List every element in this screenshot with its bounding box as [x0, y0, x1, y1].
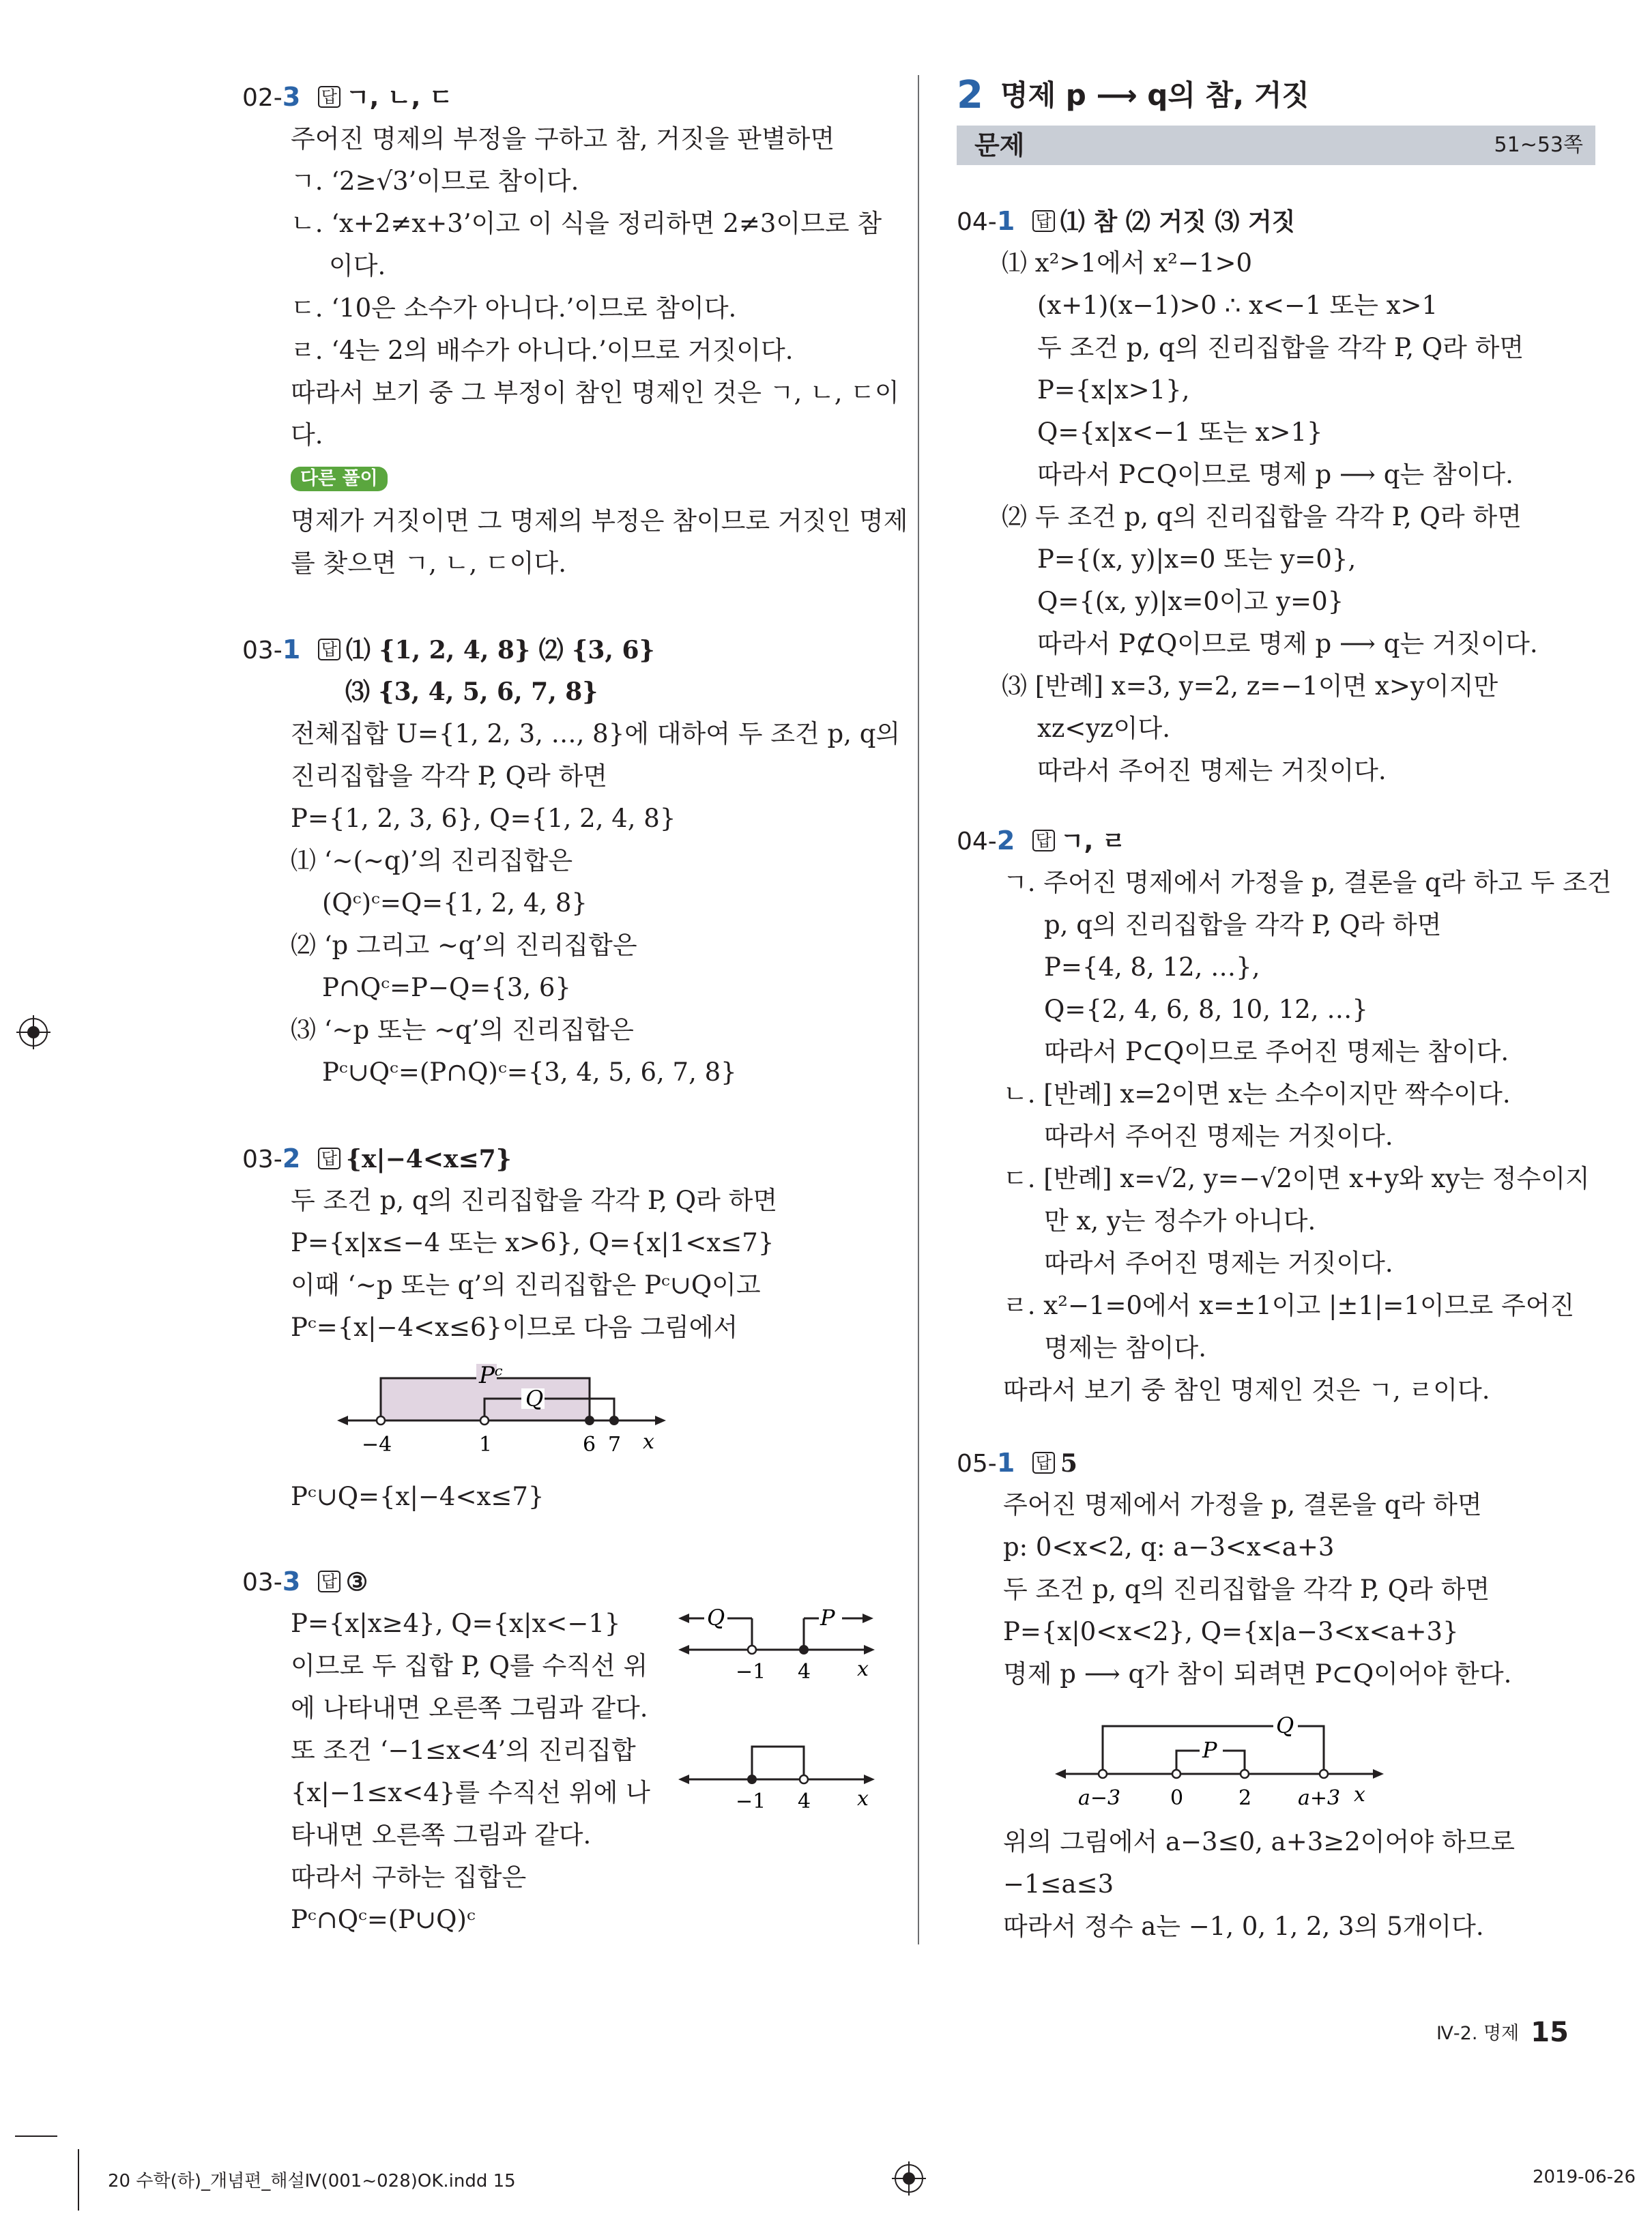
- text-line: P={(x, y)|x=0 또는 y=0},: [1037, 544, 1357, 574]
- answer-text: ③: [345, 1568, 368, 1597]
- problem-label-num: 1: [996, 1448, 1015, 1478]
- problem-label-num: 2: [282, 1143, 301, 1173]
- text-line: 따라서 P⊂Q이므로 주어진 명제는 참이다.: [1044, 1037, 1509, 1066]
- answer-text: ㄱ, ㄹ: [1060, 828, 1126, 856]
- q-label: Q: [525, 1386, 544, 1412]
- text-line: ㄱ. 주어진 명제에서 가정을 p, 결론을 q라 하고 두 조건: [1003, 868, 1612, 897]
- tick-label: 4: [798, 1790, 811, 1813]
- answer-text: 5: [1060, 1449, 1077, 1478]
- text-line: P={x|x≥4}, Q={x|x<−1}: [291, 1609, 621, 1638]
- problem-05-1-header: [957, 1446, 1077, 1481]
- text-line: 두 조건 p, q의 진리집합을 각각 P, Q라 하면: [291, 1186, 778, 1215]
- answer-text: ㄱ, ㄴ, ㄷ: [345, 84, 453, 112]
- axis-arrow-right: [655, 1416, 666, 1425]
- q-label: Q: [1276, 1712, 1294, 1738]
- text-line: 따라서 정수 a는 −1, 0, 1, 2, 3의 5개이다.: [1003, 1912, 1484, 1941]
- problem-label-num: 3: [282, 82, 301, 112]
- text-line: Q={(x, y)|x=0이고 y=0}: [1037, 587, 1344, 616]
- footer-date: 2019-06-26: [1533, 2167, 1636, 2187]
- text-line: 진리집합을 각각 P, Q라 하면: [291, 761, 607, 791]
- text-line: 따라서 보기 중 그 부정이 참인 명제인 것은 ㄱ, ㄴ, ㄷ이: [291, 378, 899, 407]
- text-line: ㄹ. ‘4는 2의 배수가 아니다.’이므로 거짓이다.: [291, 336, 794, 365]
- open-point: [748, 1646, 756, 1654]
- text-line: 따라서 주어진 명제는 거짓이다.: [1044, 1249, 1393, 1278]
- problem-04-1-header: [957, 205, 1295, 239]
- number-line-figure-03-2: [328, 1354, 669, 1463]
- text-line: Pᶜ={x|−4<x≤6}이므로 다음 그림에서: [291, 1313, 738, 1342]
- tick-label: 6: [583, 1433, 596, 1457]
- chapter-label: Ⅳ-2. 명제: [1436, 2023, 1520, 2044]
- axis-arrow-left: [337, 1416, 348, 1425]
- axis-arrow-left: [678, 1645, 689, 1654]
- problem-label-num: 2: [996, 826, 1015, 856]
- text-line: ⑶ [반례] x=3, y=2, z=−1이면 x>y이지만: [1002, 671, 1498, 701]
- text-line: 위의 그림에서 a−3≤0, a+3≥2이어야 하므로: [1003, 1827, 1515, 1856]
- open-point: [377, 1416, 385, 1425]
- answer-text: ⑴ 참 ⑵ 거짓 ⑶ 거짓: [1060, 208, 1296, 236]
- text-line: p: 0<x<2, q: a−3<x<a+3: [1003, 1532, 1335, 1562]
- problem-03-1-header: [242, 633, 655, 667]
- answer-tag: 답: [318, 639, 340, 660]
- text-line: P∩Qᶜ=P−Q={3, 6}: [322, 973, 571, 1002]
- axis-label: x: [857, 1657, 869, 1681]
- text-line: P={x|x>1},: [1037, 375, 1190, 405]
- problem-bar: [957, 126, 1595, 165]
- axis-label: x: [1354, 1783, 1365, 1807]
- closed-point: [609, 1416, 619, 1425]
- text-line: −1≤a≤3: [1003, 1869, 1114, 1899]
- text-line: 를 찾으면 ㄱ, ㄴ, ㄷ이다.: [291, 549, 567, 578]
- text-line: 전체집합 U={1, 2, 3, …, 8}에 대하여 두 조건 p, q의: [291, 719, 901, 748]
- text-line: Q={x|x<−1 또는 x>1}: [1037, 418, 1323, 447]
- problem-label-prefix: 05-: [957, 1450, 997, 1478]
- text-line: 따라서 구하는 집합은: [291, 1863, 527, 1892]
- q-label: Q: [707, 1605, 725, 1631]
- axis-arrow-left: [1055, 1769, 1066, 1779]
- text-line: 따라서 주어진 명제는 거짓이다.: [1044, 1122, 1393, 1151]
- text-line: Q={2, 4, 6, 8, 10, 12, …}: [1044, 995, 1368, 1024]
- answer-tag: 답: [1032, 830, 1055, 851]
- text-line: 이다.: [329, 251, 386, 280]
- problem-04-2-header: [957, 824, 1126, 858]
- answer-text: ⑴ {1, 2, 4, 8} ⑵ {3, 6}: [345, 636, 655, 665]
- text-line: 주어진 명제에서 가정을 p, 결론을 q라 하면: [1003, 1490, 1482, 1519]
- problem-03-2-header: [242, 1142, 512, 1176]
- tick-label: −4: [362, 1433, 392, 1457]
- answer-tag: 답: [318, 86, 340, 108]
- open-point: [480, 1416, 489, 1425]
- text-line: ㄷ. [반례] x=√2, y=−√2이면 x+y와 xy는 정수이지: [1003, 1164, 1590, 1193]
- text-line: ⑴ ‘~(~q)’의 진리집합은: [291, 846, 573, 875]
- q-ray-arrow: [678, 1614, 689, 1623]
- problem-label-prefix: 03-: [242, 1569, 282, 1597]
- axis-arrow-right: [864, 1775, 875, 1784]
- text-line: Pᶜ∪Q={x|−4<x≤7}: [291, 1482, 545, 1511]
- text-line: 명제 p ⟶ q가 참이 되려면 P⊂Q이어야 한다.: [1003, 1659, 1512, 1689]
- text-line: ⑵ 두 조건 p, q의 진리집합을 각각 P, Q라 하면: [1002, 502, 1522, 531]
- answer-tag: 답: [1032, 210, 1055, 232]
- text-line: 따라서 보기 중 참인 명제인 것은 ㄱ, ㄹ이다.: [1003, 1375, 1490, 1405]
- tick-label: 2: [1238, 1786, 1252, 1810]
- page-footer: [1436, 2017, 1569, 2048]
- text-line: Pᶜ∪Qᶜ=(P∩Q)ᶜ={3, 4, 5, 6, 7, 8}: [322, 1058, 737, 1087]
- text-line: 따라서 P⊄Q이므로 명제 p ⟶ q는 거짓이다.: [1037, 629, 1538, 658]
- text-line: P={4, 8, 12, …},: [1044, 952, 1260, 982]
- problem-label-num: 1: [996, 206, 1015, 236]
- text-line: 주어진 명제의 부정을 구하고 참, 거짓을 판별하면: [291, 124, 835, 154]
- text-line: 따라서 주어진 명제는 거짓이다.: [1037, 756, 1387, 785]
- text-line: P={x|0<x<2}, Q={x|a−3<x<a+3}: [1003, 1617, 1459, 1646]
- open-point: [1320, 1770, 1328, 1778]
- text-line: p, q의 진리집합을 각각 P, Q라 하면: [1044, 910, 1442, 939]
- registration-mark-icon: [15, 1014, 52, 1051]
- problem-label-num: 1: [282, 635, 301, 665]
- bar-label: 문제: [974, 130, 1025, 160]
- text-line: 에 나타내면 오른쪽 그림과 같다.: [291, 1693, 648, 1723]
- text-line: ㄴ. ‘x+2≠x+3’이고 이 식을 정리하면 2≠3이므로 참: [291, 209, 882, 238]
- closed-point: [585, 1416, 594, 1425]
- number-line-figure-05-1: [1051, 1706, 1392, 1815]
- text-line: 두 조건 p, q의 진리집합을 각각 P, Q라 하면: [1003, 1575, 1490, 1604]
- tick-label: a−3: [1078, 1786, 1121, 1810]
- text-line: 이때 ‘~p 또는 q’의 진리집합은 Pᶜ∪Q이고: [291, 1270, 761, 1300]
- number-line-figure-03-3-b: [676, 1733, 880, 1815]
- problem-label-num: 3: [282, 1566, 301, 1597]
- tick-label: a+3: [1298, 1786, 1341, 1810]
- text-line: 타내면 오른쪽 그림과 같다.: [291, 1820, 592, 1850]
- pc-label: Pᶜ: [479, 1362, 503, 1389]
- text-line: 명제는 참이다.: [1044, 1333, 1206, 1362]
- text-line: Pᶜ∩Qᶜ=(P∪Q)ᶜ: [291, 1905, 476, 1934]
- text-line: {x|−1≤x<4}를 수직선 위에 나: [291, 1778, 650, 1807]
- registration-mark-icon: [890, 2160, 927, 2197]
- answer-tag: 답: [1032, 1452, 1055, 1474]
- number-line-figure-03-3-a: [676, 1603, 880, 1685]
- problem-02-3-header: [242, 81, 453, 115]
- tick-label: 4: [798, 1660, 811, 1684]
- section-title: 명제 p ⟶ q의 참, 거짓: [1000, 78, 1309, 112]
- answer-tag: 답: [318, 1148, 340, 1169]
- p-label: P: [1202, 1737, 1217, 1763]
- crop-mark: [78, 2149, 79, 2211]
- text-line: ⑵ ‘p 그리고 ~q’의 진리집합은: [291, 931, 637, 960]
- text-line: 명제가 거짓이면 그 명제의 부정은 참이므로 거짓인 명제: [291, 506, 908, 536]
- column-divider: [918, 75, 919, 1944]
- problem-label-prefix: 03-: [242, 637, 282, 665]
- crop-mark: [15, 2135, 57, 2137]
- text-line: xz<yz이다.: [1037, 714, 1171, 743]
- text-line: ㄱ. ‘2≥√3’이므로 참이다.: [291, 166, 579, 196]
- section-heading: [957, 73, 1309, 117]
- bar-pages: 51~53쪽: [1494, 133, 1583, 157]
- interval-region: [752, 1747, 804, 1779]
- tick-label: −1: [736, 1790, 766, 1813]
- text-line: (Qᶜ)ᶜ=Q={1, 2, 4, 8}: [322, 888, 588, 918]
- problem-label-prefix: 04-: [957, 828, 997, 856]
- text-line: ⑶ ‘~p 또는 ~q’의 진리집합은: [291, 1015, 634, 1045]
- alt-solution-tag: 다른 풀이: [291, 467, 388, 491]
- tick-label: 7: [608, 1433, 622, 1457]
- answer-text: {x|−4<x≤7}: [345, 1145, 512, 1173]
- text-line: (x+1)(x−1)>0 ∴ x<−1 또는 x>1: [1037, 291, 1438, 320]
- open-point: [1241, 1770, 1249, 1778]
- text-line: 또 조건 ‘−1≤x<4’의 진리집합: [291, 1736, 636, 1765]
- open-point: [1099, 1770, 1107, 1778]
- axis-arrow-right: [1373, 1769, 1384, 1779]
- axis-label: x: [857, 1787, 869, 1811]
- text-line: ⑴ x²>1에서 x²−1>0: [1002, 248, 1253, 278]
- open-point: [800, 1775, 808, 1783]
- tick-label: 1: [479, 1433, 493, 1457]
- text-line: ㄹ. x²−1=0에서 x=±1이고 |±1|=1이므로 주어진: [1003, 1291, 1575, 1320]
- text-line: 이므로 두 집합 P, Q를 수직선 위: [291, 1651, 648, 1680]
- p-label: P: [820, 1605, 835, 1631]
- text-line: P={1, 2, 3, 6}, Q={1, 2, 4, 8}: [291, 804, 676, 833]
- tick-label: 0: [1170, 1786, 1184, 1810]
- axis-arrow-right: [864, 1645, 875, 1654]
- text-line: 두 조건 p, q의 진리집합을 각각 P, Q라 하면: [1037, 333, 1524, 362]
- text-line: ㄷ. ‘10은 소수가 아니다.’이므로 참이다.: [291, 293, 737, 323]
- axis-label: x: [643, 1430, 654, 1454]
- page-number: 15: [1531, 2017, 1569, 2048]
- footer-filename: 20 수학(하)_개념편_해설Ⅳ(001~028)OK.indd 15: [108, 2171, 516, 2191]
- tick-label: −1: [736, 1660, 766, 1684]
- text-line: ㄴ. [반례] x=2이면 x는 소수이지만 짝수이다.: [1003, 1079, 1511, 1109]
- answer-tag: 답: [318, 1571, 340, 1592]
- p-ray-arrow: [863, 1614, 873, 1623]
- section-number: 2: [957, 73, 983, 117]
- closed-point: [799, 1645, 809, 1654]
- text-line: P={x|x≤−4 또는 x>6}, Q={x|1<x≤7}: [291, 1228, 774, 1257]
- axis-arrow-left: [678, 1775, 689, 1784]
- problem-label-prefix: 02-: [242, 84, 282, 112]
- problem-label-prefix: 03-: [242, 1146, 282, 1173]
- problem-label-prefix: 04-: [957, 208, 997, 236]
- open-point: [1172, 1770, 1180, 1778]
- text-line: 다.: [291, 420, 323, 450]
- answer-text-continued: ⑶ {3, 4, 5, 6, 7, 8}: [345, 677, 598, 706]
- closed-point: [747, 1775, 757, 1784]
- text-line: 따라서 P⊂Q이므로 명제 p ⟶ q는 참이다.: [1037, 460, 1513, 489]
- problem-03-3-header: [242, 1565, 368, 1599]
- text-line: 만 x, y는 정수가 아니다.: [1044, 1206, 1316, 1236]
